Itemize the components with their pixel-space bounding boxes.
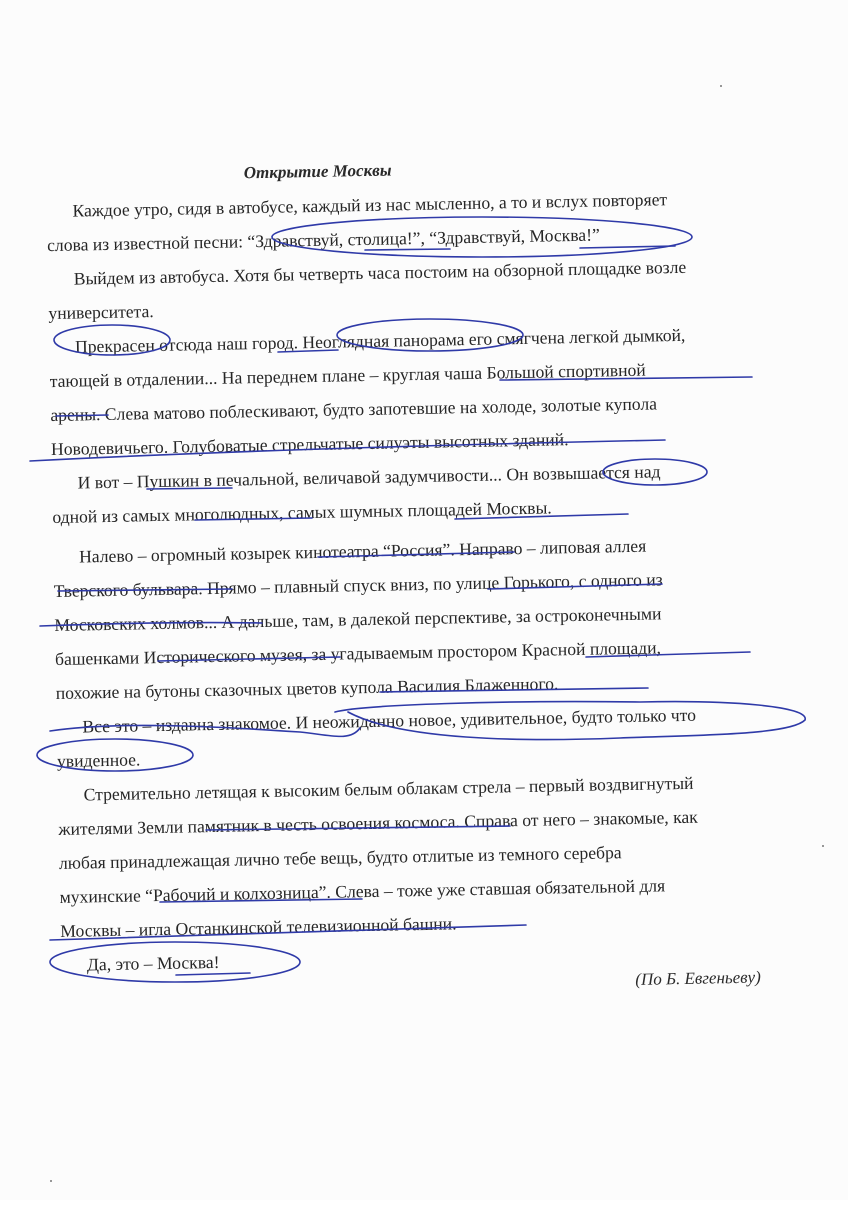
- text-line-15: похожие на бутоны сказочных цветов купола Василия Блаженного.: [55, 673, 559, 704]
- scan-speck: [50, 1180, 52, 1182]
- text-line-12: Тверского бульвара. Прямо – плавный спуск вниз, по улице Горького, с одного из: [53, 569, 663, 602]
- text-line-9: И вот – Пушкин в печальной, величавой задумчивости... Он возвышается над: [77, 461, 661, 493]
- scan-speck: [720, 85, 722, 87]
- text-line-16: Все это – издавна знакомое. И неожиданно новое, удивительное, будто только что: [82, 704, 697, 737]
- text-line-17: увиденное.: [56, 749, 141, 771]
- text-line-20: любая принадлежащая лично тебе вещь, будто отлитые из темного серебра: [58, 842, 622, 873]
- scan-speck: [822, 845, 824, 847]
- text-line-5: Прекрасен отсюда наш город. Неоглядная панорама его смягчена легкой дымкой,: [74, 324, 686, 357]
- text-line-4: университета.: [48, 301, 154, 324]
- text-line-3: Выйдем из автобуса. Хотя бы четверть часа постоим на обзорной площадке возле: [73, 256, 687, 289]
- text-line-8: Новодевичьего. Голубоватые стрельчатые силуэты высотных зданий.: [50, 429, 569, 460]
- text-line-21: мухинские “Рабочий и колхозница”. Слева – тоже уже ставшая обязательной для: [59, 875, 666, 907]
- text-line-6: тающей в отдалении... На переднем плане – круглая чаша Большой спортивной: [49, 359, 646, 392]
- text-line-11: Налево – огромный козырек кинотеатра “Россия”. Направо – липовая аллея: [78, 535, 647, 567]
- text-line-19: жителями Земли памятник в честь освоения космоса. Справа от него – знакомые, как: [58, 806, 698, 839]
- text-line-7: арены. Слева матово поблескивают, будто запотевшие на холоде, золотые купола: [50, 393, 658, 426]
- text-line-13: Московских холмов... А дальше, там, в далекой перспективе, за остроконечными: [54, 603, 662, 636]
- text-line-10: одной из самых многолюдных, самых шумных площадей Москвы.: [52, 497, 552, 528]
- text-line-18: Стремительно летящая к высоким белым облакам стрела – первый воздвигнутый: [83, 772, 694, 805]
- author-attribution: (По Б. Евгеньеву): [635, 967, 761, 989]
- text-line-23: Да, это – Москва!: [86, 951, 220, 975]
- text-line-2: слова из известной песни: “Здравствуй, столица!”, “Здравствуй, Москва!”: [46, 224, 600, 256]
- text-line-22: Москвы – игла Останкинской телевизионной башни.: [60, 913, 457, 941]
- text-line-14: башенками Исторического музея, за угадываемым простором Красной площади,: [54, 637, 662, 670]
- text-line-1: Каждое утро, сидя в автобусе, каждый из нас мысленно, а то и вслух повторяет: [72, 189, 668, 221]
- document-title: Открытие Москвы: [243, 160, 392, 183]
